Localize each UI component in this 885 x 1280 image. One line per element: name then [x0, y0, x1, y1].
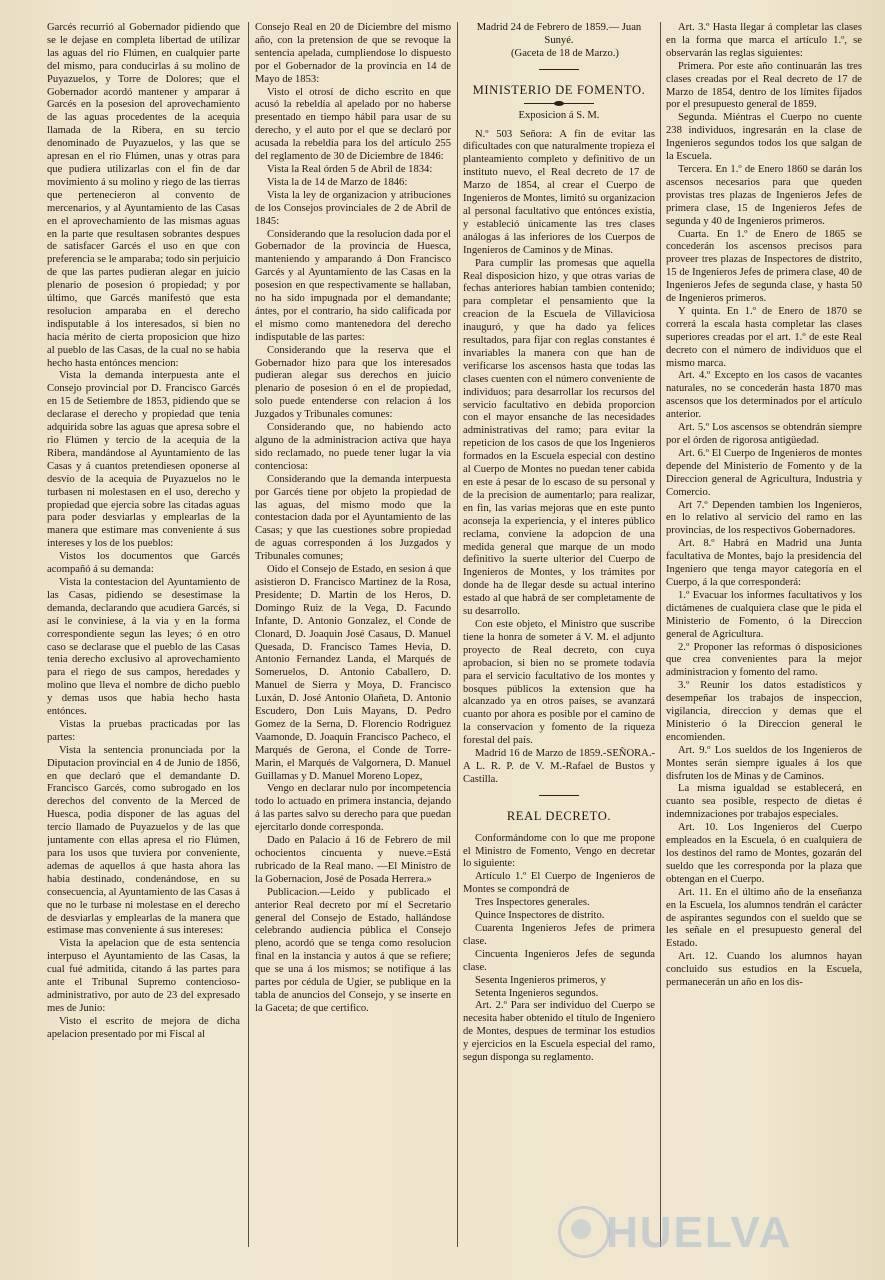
- paragraph: Vistas la pruebas practicadas por las partes:: [47, 718, 240, 743]
- paragraph: Con este objeto, el Ministro que suscribe tiene la honra de someter á V. M. el adjunto proyecto de Real decreto, con cuya aprobacion, si bien no se promete todavía para el servicio facultativo de los montes y bosques públicos la extension que ha alcanzado ya en otros países, se avanzará cuanto por ahora es posible por el camino de la conservacion y fomento de la riqueza forestal del país.: [463, 618, 655, 747]
- ministry-heading: MINISTERIO DE FOMENTO.: [472, 82, 646, 97]
- paragraph: Dado en Palacio á 16 de Febrero de mil ochocientos cincuenta y nueve.=Está rubricado de la Real mano. —El Ministro de la Gobernacion, José de Posada Herrera.»: [255, 835, 451, 885]
- column-2: [255, 22, 451, 1262]
- list-item: Setenta Ingenieros segundos.: [475, 987, 599, 999]
- paragraph: Art. 3.º Hasta llegar á completar las clases en la forma que marca el artículo 1.º, se observarán las reglas siguientes:: [666, 22, 862, 59]
- divider: [539, 69, 579, 70]
- column-4: [666, 22, 862, 1262]
- article-1-list: [463, 897, 655, 1000]
- paragraph: Y quinta. En 1.º de Enero de 1870 se correrá la escala hasta completar las clases superiores creadas por el art. 1.º de este Real decreto con el número de individuos que el mismo marca.: [666, 305, 862, 369]
- paragraph: Art. 5.º Los ascensos se obtendrán siempre por el órden de rigorosa antigüedad.: [666, 422, 862, 446]
- column-rule: [248, 22, 249, 1247]
- paragraph: Consejo Real en 20 de Diciembre del mismo año, con la pretension de que se revoque la sentencia apelada, cumpliendose lo dispuesto por el Gobernador de la provincia en 14 de Mayo de 1853:: [255, 22, 451, 85]
- column-rule: [457, 22, 458, 1247]
- paragraph: 2.º Proponer las reformas ó disposiciones que crea convenientes para la mejor administracion y fomento del ramo.: [666, 641, 862, 679]
- paragraph: Art. 11. En el último año de la enseñanza en la Escuela, los alumnos tendrán el carácter de aspirantes segundos con el sueldo que se les señale en el presupuesto general del Estado.: [666, 886, 862, 950]
- paragraph: Art. 12. Cuando los alumnos hayan concluido sus estudios en la Escuela, permanecerán un año en los dis-: [666, 951, 862, 989]
- paragraph: Vista la contestacion del Ayuntamiento de las Casas, pidiendo se desestimase la demanda, declarando que acudiera Garcés, si así le conviniese, á la via y en la forma correspondiente segun las leyes; ó en otro caso se declarase que el pueblo de las Casas tenia derecho exclusivo al aprovechamiento para el riego de sus campos, heredades y molino que lleva el nombre de dicho pueblo y demas usos que habia hecho hasta entónces.: [47, 576, 240, 718]
- article-2: Art. 2.º Para ser individuo del Cuerpo se necesita haber obtenido el título de Ingeniero de Montes, despues de terminar los estudios y ejercicios en la Escuela especial del ramo, segun disponga su reglamento.: [463, 1000, 655, 1064]
- paragraph: Vista la ley de organizacion y atribuciones de los Consejos provinciales de 2 de Abril de 1845:: [255, 189, 451, 227]
- paragraph: Visto el otrosí de dicho escrito en que acusó la rebeldía al apelado por no haberse presentado en tiempo hábil para usar de su derecho, y el auto por el que se declaró por acusada la rebeldía para los del artículo 255 del reglamento de 30 de Diciembre de 1846:: [255, 86, 451, 163]
- paragraph: Vista la de 14 de Marzo de 1846:: [267, 176, 408, 188]
- paragraph: Garcés recurrió al Gobernador pidiendo que se le dejase en completa libertad de utilizar las aguas del rio Flúmen, en cualquier parte del mismo, para conducirlas á su molino de Puyazuelos, y Torre de Dolores; que el Gobernador acordó mantener y amparar á Garcés en la posesion del aprovechamiento de las aguas procedentes de la acequia llamada de la Ribera, en su tercio denominado de Puyazuelos, y las que se apresan en el rio Flúmen, unas y otras para que pudiera utilizarlas con el fin de dar movimiento á su molino y riego de las tierras que pertenecieron al convento de mercenarios, y al Ayuntamiento de las Casas en el aprovechamiento de las mismas aguas en la parte que resultasen sobrantes despues de satisfacer Garcés el uso en que con preferencia se le amparaba; todo sin perjuicio de que las partes pudieran alegar en juicio plenario de posesion ó propiedad; y por último, que Garcés manifestó que esta resolucion amparaba en el derecho indisputable á los interesados, si bien no hacia mérito de cierta proposicion que hizo al pueblo de las Casas, de la cual no se habia hecho hasta entónces mencion:: [47, 22, 240, 369]
- paragraph: N.º 503 Señora: A fin de evitar las dificultades con que naturalmente tropieza el planteamiento completo y definitivo de un instituto nuevo, el Real decreto de 17 de Marzo de 1854, al crear el Cuerpo de Ingenieros de Montes, limitó su organizacion al personal facultativo que entónces existia, y estableció únicamente las tres clases análogas á las inferiores de los Cuerpos de Ingenieros de Caminos y de Minas.: [463, 128, 655, 256]
- decreto-heading: REAL DECRETO.: [506, 808, 612, 823]
- paragraph: Publicacion.—Leido y publicado el anterior Real decreto por mí el Secretario general del Consejo de Estado, hallándose celebrando audiencia pública el Consejo pleno, acordó que se tenga como resolucion final en la instancia y autos á que se refiere; que se una á los mismos; se notifique á las partes por cédula de Ugier, se publique en la tabla de anuncios del Consejo, y se inserte en la Gaceta; de que certifico.: [255, 886, 451, 1014]
- paragraph: Segunda. Miéntras el Cuerpo no cuente 238 individuos, ingresarán en la clase de Ingenieros segundos todos los que salgan de la Escuela.: [666, 112, 862, 163]
- paragraph: 3.º Reunir los datos estadísticos y desempeñar los trabajos de inspeccion, vigilancia, direccion y demas que el Ministerio ó la Direccion general le encomienden.: [666, 680, 862, 743]
- exposicion-heading: Exposicion á S. M.: [518, 109, 600, 121]
- divider: [539, 795, 579, 796]
- paragraph: Considerando que, no habiendo acto alguno de la administracion activa que haya sido reclamado, no puede tener lugar la via contenciosa:: [255, 422, 451, 472]
- paragraph: Oido el Consejo de Estado, en sesion á que asistieron D. Francisco Martinez de la Rosa, Presidente; D. Martin de los Heros, D. Domingo Ruiz de la Vega, D. Facundo Infante, D. Antonio Gonzalez, el Conde de Clonard, D. Joaquin José Casaus, D. Manuel Quesada, D. Francisco Tames Hevia, D. Antonio Fernandez Landa, el Marqués de Someruelos, D. Antonio Caballero, D. Manuel de Sierra y Moya, D. Francisco Luxán, D. José Antonio Olañeta, D. Antonio Escudero, Don Luis Mayans, D. Pedro Gomez de la Serna, D. Florencio Rodriguez Vaamonde, D. Joaquin Francisco Pacheco, el Marqués de Gerona, el Conde de Torre-Marin, el Marqués de Valgornera, D. Manuel Guillamas y D. Manuel Moreno Lopez,: [255, 564, 451, 782]
- column-rule: [660, 22, 661, 1247]
- paragraph: Art. 6.º El Cuerpo de Ingenieros de montes depende del Ministerio de Fomento y de la Direccion general de Agricultura, Industria y Comercio.: [666, 447, 862, 498]
- paragraph: Art. 10. Los Ingenieros del Cuerpo empleados en la Escuela, ó en cualquiera de los destinos del ramo de Montes, gozarán del sueldo que les corresponda por la plaza que obtengan en el Cuerpo.: [666, 822, 862, 885]
- paragraph: Visto el escrito de mejora de dicha apelacion presentado por mi Fiscal al: [47, 1015, 240, 1040]
- list-item: Tres Inspectores generales.: [475, 897, 590, 909]
- column-1: [47, 22, 240, 1262]
- list-item: Sesenta Ingenieros primeros, y: [475, 974, 606, 986]
- paragraph: Conformándome con lo que me propone el Ministro de Fomento, Vengo en decretar lo siguiente:: [463, 832, 655, 870]
- paragraph: Art. 4.º Excepto en los casos de vacantes naturales, no se concederán hasta 1870 mas ascensos que los determinados por el artículo anterior.: [666, 370, 862, 421]
- paragraph: Considerando que la demanda interpuesta por Garcés tiene por objeto la propiedad de las aguas, del mismo modo que la contestacion dada por el Ayuntamiento de las Casas; y que las cuestiones sobre propiedad de aguas corresponden á los Juzgados y Tribunales comunes;: [255, 473, 451, 563]
- paragraph: Tercera. En 1.º de Enero 1860 se darán los ascensos necesarios para que queden provistas tres plazas de Ingenieros Jefes de primera clase, 15 de Ingenieros Jefes de segunda y 40 de Ingenieros primeros.: [666, 163, 862, 227]
- list-item: Cuarenta Ingenieros Jefes de primera clase.: [463, 923, 655, 947]
- paragraph: Vistos los documentos que Garcés acompañó á su demanda:: [47, 551, 240, 576]
- paragraph: Art. 8.º Habrá en Madrid una Junta facultativa de Montes, bajo la presidencia del Ingeniero que tenga mayor categoría en el Cuerpo, á la que corresponderá:: [666, 538, 862, 588]
- paragraph: Considerando que la reserva que el Gobernador hizo para que los interesados pudieran alegar sus derechos en juicio plenario de posesion ó en el de propiedad, solo puede entenderse con relacion á los Juzgados y Tribunales comunes:: [255, 344, 451, 421]
- paragraph: 1.º Evacuar los informes facultativos y los dictámenes de cualquiera clase que le pida el Ministerio de Fomento, ó la Direccion general de Agricultura.: [666, 589, 862, 640]
- paragraph: Madrid 16 de Marzo de 1859.-SEÑORA.-A L. R. P. de V. M.-Rafael de Bustos y Castilla.: [463, 748, 655, 785]
- paragraph: Considerando que la resolucion dada por el Gobernador de la provincia de Huesca, manteniendo y amparando á Don Francisco Garcés y al Ayuntamiento de las Casas en la posesion en que respectivamente se hallaban, no ha sido impugnada por el demandante; ántes, por el contrario, ha sido calificada por el mismo como mantenedora del derecho indisputable de las partes:: [255, 228, 451, 343]
- archive-watermark: HUELVA: [606, 1208, 793, 1257]
- archive-seal-icon: [558, 1206, 610, 1258]
- ornament-divider: [524, 103, 594, 104]
- signoff: Madrid 24 de Febrero de 1859.— Juan Sunyé.: [476, 22, 642, 46]
- list-item: Quince Inspectores de distrito.: [475, 910, 605, 922]
- paragraph: Para cumplir las promesas que aquella Real disposicion hizo, y que otras varias de fechas anteriores habian tambien contenido; para completar el pensamiento que la creacion de la Escuela de Villaviciosa inauguró, y que ha dado ya felices resultados, para fijar con reglas constantes é invariables la manera con que han de verificarse los ascensos hasta que todas las clases cuenten con el número conveniente de individuos; para desarrollar los recursos del servicio facultativo en debida proporcion con el mayor ensanche de las necesidades administrativas del ramo; para evitar la repeticion de los casos de que los Ingenieros formados en la Escuela especial con destino al Cuerpo de Montes no puedan tener cabida en este á pesar de lo escaso de su personal y de la precision de aumentarlo; para realizar, en fin, las varias mejoras que en este punto aconseja la experiencia, y el interes público reclama, conviene la adopcion de una medida general que marque de un modo definitivo la suerte ulterior del Cuerpo de Ingenieros de Montes, y los trámites por donde ha de llegar desde su actual interino estado al que habrá de ser completamente de su desarrollo.: [463, 257, 655, 618]
- paragraph: Art 7.º Dependen tambien los Ingenieros, en lo relativo al servicio del ramo en las provincias, de los respectivos Gobernadores.: [666, 499, 862, 537]
- paragraph: Vista la demanda interpuesta ante el Consejo provincial por D. Francisco Garcés en 15 de Setiembre de 1853, pidiendo que se declarase el derecho y propiedad que tenia adquirida sobre las aguas que apresa sobre el rio Flúmen y tercio de la acequia de la Ribera, mandándose al Ayuntamiento de las Casas y á cuantos pretendiesen oponerse al desvío de la acequia de Puyazuelos no le turbasen ni molestasen en el uso, derecho y propiedad que ejercia sobre las citadas aguas para poder desviarlas y emplearlas de la manera que estimare mas conveniente á sus intereses y los de los pueblos:: [47, 370, 240, 550]
- paragraph: Art. 9.º Los sueldos de los Ingenieros de Montes serán siempre iguales á los que disfruten los de Minas y de Caminos.: [666, 744, 862, 782]
- paragraph: Primera. Por este año continuarán las tres clases creadas por el Real decreto de 17 de Marzo de 1854, dentro de los límites fijados por el presupuesto general de 1859.: [666, 60, 862, 111]
- source-note: (Gaceta de 18 de Marzo.): [511, 47, 619, 59]
- column-3: [463, 22, 655, 1262]
- paragraph: La misma igualdad se establecerá, en cuanto sea posible, respecto de dietas é indemnizaciones por trabajos especiales.: [666, 783, 862, 821]
- paragraph: Vista la apelacion que de esta sentencia interpuso el Ayuntamiento de las Casas, la cual fué admitida, citando á las partes para ante el Tribunal Supremo contencioso-administrativo, por auto de 23 del expresado mes de Junio:: [47, 938, 240, 1014]
- article-1: Artículo 1.º El Cuerpo de Ingenieros de Montes se compondrá de: [463, 871, 655, 896]
- paragraph: Vista la sentencia pronunciada por la Diputacion provincial en 4 de Junio de 1856, en que declaró que el demandante D. Francisco Garcés, como subrogado en los derechos del convento de la Merced de Huesca, podia disponer de las aguas del tercio llamado de Puyazuelos y de las que juntamente con ellas apresa el rio Flúmen, para los usos que tuviera por conveniente, ademas de aquellos á que hasta ahora las habia destinado, condenándose, en su consecuencia, al Ayuntamiento de las Casas á que no le turbase ni molestase en el derecho de desviarlas y emplearlas de la manera que estimase mas conveniente á sus intereses:: [47, 744, 240, 937]
- paragraph: Vengo en declarar nulo por incompetencia todo lo actuado en primera instancia, dejando á las partes salvo su derecho para que puedan ejercitarlo donde corresponda.: [255, 783, 451, 834]
- paragraph: Vista la Real órden 5 de Abril de 1834:: [267, 163, 433, 175]
- list-item: Cincuenta Ingenieros Jefes de segunda clase.: [463, 948, 655, 973]
- paragraph: Cuarta. En 1.º de Enero de 1865 se concederán los ascensos precisos para proveer tres plazas de Inspectores de distrito, 15 de Ingenieros Jefes de primera clase, 40 de Ingenieros Jefes de segunda clase, y hasta 50 de Ingenieros primeros.: [666, 228, 862, 305]
